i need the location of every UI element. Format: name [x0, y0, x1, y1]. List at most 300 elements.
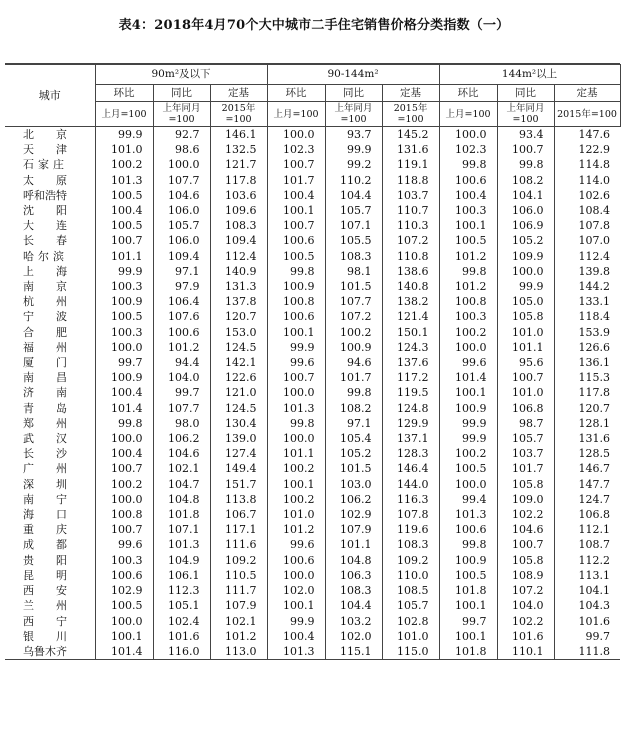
index-value: 131.6: [382, 142, 439, 157]
index-value: 127.4: [210, 446, 267, 461]
sub-header-row: [5, 85, 620, 102]
index-value: 100.5: [267, 249, 325, 264]
index-value: 110.7: [382, 203, 439, 218]
table-row: [5, 537, 620, 552]
index-value: 106.2: [153, 431, 210, 446]
price-index-table: [5, 64, 621, 660]
index-value: 100.5: [439, 568, 497, 583]
city-name: 南京: [23, 280, 89, 294]
index-value: 100.3: [95, 553, 153, 568]
index-value: 112.2: [554, 553, 620, 568]
index-value: 100.5: [439, 461, 497, 476]
index-value: 99.8: [439, 537, 497, 552]
index-value: 99.9: [95, 127, 153, 143]
index-value: 107.7: [153, 173, 210, 188]
index-value: 108.2: [497, 173, 554, 188]
index-value: 100.1: [95, 629, 153, 644]
index-value: 146.4: [382, 461, 439, 476]
city-name: 广州: [23, 462, 89, 476]
index-value: 100.9: [95, 370, 153, 385]
index-value: 119.6: [382, 522, 439, 537]
index-value: 116.3: [382, 492, 439, 507]
index-value: 107.2: [382, 233, 439, 248]
index-value: 101.0: [497, 325, 554, 340]
city-name: 呼和浩特: [23, 188, 67, 202]
index-value: 99.8: [497, 157, 554, 172]
index-value: 101.4: [95, 644, 153, 660]
index-value: 115.0: [382, 644, 439, 660]
table-row: [5, 644, 620, 660]
group-header-mid: 90-144m²: [267, 65, 439, 85]
index-value: 110.1: [497, 644, 554, 660]
index-value: 100.2: [95, 157, 153, 172]
base-header-yoy: 上年同月=100: [497, 102, 554, 127]
table-row: [5, 553, 620, 568]
index-value: 107.6: [153, 309, 210, 324]
base-header-row: [5, 102, 620, 127]
index-value: 107.9: [210, 598, 267, 613]
index-value: 105.2: [497, 233, 554, 248]
index-value: 98.7: [497, 416, 554, 431]
index-value: 100.9: [267, 279, 325, 294]
index-value: 102.8: [382, 614, 439, 629]
index-value: 99.9: [439, 431, 497, 446]
index-value: 110.8: [382, 249, 439, 264]
index-value: 100.8: [439, 294, 497, 309]
index-value: 100.7: [95, 461, 153, 476]
group-header-small: 90m²及以下: [95, 65, 267, 85]
index-value: 107.9: [325, 522, 382, 537]
index-value: 102.4: [153, 614, 210, 629]
table-row: [5, 522, 620, 537]
index-value: 99.8: [439, 157, 497, 172]
index-value: 100.9: [439, 553, 497, 568]
index-value: 99.7: [554, 629, 620, 644]
index-value: 117.1: [210, 522, 267, 537]
index-value: 101.1: [497, 340, 554, 355]
index-value: 138.2: [382, 294, 439, 309]
table-row: [5, 173, 620, 188]
index-value: 111.6: [210, 537, 267, 552]
index-value: 115.3: [554, 370, 620, 385]
index-value: 124.5: [210, 401, 267, 416]
index-value: 139.8: [554, 264, 620, 279]
index-value: 100.0: [95, 431, 153, 446]
index-value: 106.8: [554, 507, 620, 522]
index-value: 105.0: [497, 294, 554, 309]
index-value: 106.1: [153, 568, 210, 583]
index-value: 149.4: [210, 461, 267, 476]
index-value: 111.7: [210, 583, 267, 598]
index-value: 106.0: [153, 233, 210, 248]
index-value: 109.4: [210, 233, 267, 248]
table-row: [5, 233, 620, 248]
index-value: 100.1: [439, 218, 497, 233]
index-value: 100.0: [267, 385, 325, 400]
index-value: 100.2: [439, 325, 497, 340]
sub-header-mom: 环比: [267, 85, 325, 102]
city-name: 银川: [23, 629, 89, 643]
sub-header-fixed: 定基: [210, 85, 267, 102]
index-value: 93.7: [325, 127, 382, 143]
table-row: [5, 629, 620, 644]
index-value: 101.6: [153, 629, 210, 644]
index-value: 147.7: [554, 477, 620, 492]
index-value: 95.6: [497, 355, 554, 370]
index-value: 100.1: [439, 385, 497, 400]
index-value: 100.6: [95, 568, 153, 583]
index-value: 113.0: [210, 644, 267, 660]
city-name: 兰州: [23, 599, 89, 613]
index-value: 106.8: [497, 401, 554, 416]
index-value: 128.5: [554, 446, 620, 461]
index-value: 101.2: [267, 522, 325, 537]
table-row: [5, 157, 620, 172]
index-value: 110.3: [382, 218, 439, 233]
index-value: 150.1: [382, 325, 439, 340]
index-value: 98.6: [153, 142, 210, 157]
index-value: 104.6: [497, 522, 554, 537]
index-value: 104.0: [497, 598, 554, 613]
index-value: 146.7: [554, 461, 620, 476]
index-value: 100.1: [267, 477, 325, 492]
index-value: 102.3: [267, 142, 325, 157]
table-row: [5, 309, 620, 324]
index-value: 100.0: [439, 127, 497, 143]
index-value: 101.2: [439, 279, 497, 294]
index-value: 109.2: [382, 553, 439, 568]
index-value: 101.4: [95, 401, 153, 416]
index-value: 147.6: [554, 127, 620, 143]
index-value: 100.6: [267, 553, 325, 568]
city-name: 长沙: [23, 447, 89, 461]
index-value: 124.5: [210, 340, 267, 355]
index-value: 120.7: [554, 401, 620, 416]
index-value: 140.8: [382, 279, 439, 294]
city-name: 重庆: [23, 523, 89, 537]
index-value: 100.7: [95, 233, 153, 248]
city-name: 太原: [23, 173, 89, 187]
index-value: 121.7: [210, 157, 267, 172]
city-name: 南宁: [23, 492, 89, 506]
city-name: 石家庄: [23, 158, 68, 172]
index-value: 105.7: [382, 598, 439, 613]
sub-header-mom: 环比: [439, 85, 497, 102]
index-value: 104.0: [153, 370, 210, 385]
base-header-mom: 上月=100: [95, 102, 153, 127]
index-value: 107.8: [554, 218, 620, 233]
index-value: 101.2: [153, 340, 210, 355]
index-value: 138.6: [382, 264, 439, 279]
index-value: 101.6: [497, 629, 554, 644]
index-value: 100.3: [439, 309, 497, 324]
table-row: [5, 355, 620, 370]
index-value: 104.6: [153, 446, 210, 461]
index-value: 102.0: [325, 629, 382, 644]
index-value: 106.9: [497, 218, 554, 233]
index-value: 128.3: [382, 446, 439, 461]
index-value: 117.8: [554, 385, 620, 400]
index-value: 101.5: [325, 461, 382, 476]
index-value: 98.1: [325, 264, 382, 279]
index-value: 100.1: [267, 203, 325, 218]
index-value: 105.4: [325, 431, 382, 446]
sub-header-fixed: 定基: [382, 85, 439, 102]
index-value: 100.2: [439, 446, 497, 461]
index-value: 130.4: [210, 416, 267, 431]
index-value: 107.0: [554, 233, 620, 248]
index-value: 99.9: [267, 340, 325, 355]
index-value: 104.3: [554, 598, 620, 613]
index-value: 108.2: [325, 401, 382, 416]
index-value: 100.9: [325, 340, 382, 355]
index-value: 120.7: [210, 309, 267, 324]
index-value: 104.1: [497, 188, 554, 203]
index-value: 105.8: [497, 553, 554, 568]
index-value: 107.7: [153, 401, 210, 416]
index-value: 107.1: [153, 522, 210, 537]
index-value: 117.8: [210, 173, 267, 188]
index-value: 104.8: [153, 492, 210, 507]
index-value: 100.4: [95, 446, 153, 461]
index-value: 146.1: [210, 127, 267, 143]
index-value: 112.1: [554, 522, 620, 537]
index-value: 104.9: [153, 553, 210, 568]
index-value: 105.2: [325, 446, 382, 461]
index-value: 109.0: [497, 492, 554, 507]
city-name: 福州: [23, 340, 89, 354]
index-value: 101.5: [325, 279, 382, 294]
city-name: 长春: [23, 234, 89, 248]
index-value: 105.5: [325, 233, 382, 248]
index-value: 99.8: [267, 416, 325, 431]
index-value: 100.4: [267, 188, 325, 203]
city-name: 西安: [23, 584, 89, 598]
index-value: 100.5: [95, 188, 153, 203]
index-value: 92.7: [153, 127, 210, 143]
city-name: 青岛: [23, 401, 89, 415]
index-value: 102.2: [497, 614, 554, 629]
table-body: [5, 127, 620, 660]
sub-header-mom: 环比: [95, 85, 153, 102]
index-value: 110.0: [382, 568, 439, 583]
index-value: 100.0: [153, 157, 210, 172]
table-row: [5, 614, 620, 629]
index-value: 103.6: [210, 188, 267, 203]
index-value: 112.4: [554, 249, 620, 264]
city-name: 武汉: [23, 432, 89, 446]
index-value: 121.4: [382, 309, 439, 324]
index-value: 100.4: [267, 629, 325, 644]
index-value: 137.6: [382, 355, 439, 370]
index-value: 105.1: [153, 598, 210, 613]
table-row: [5, 218, 620, 233]
table-row: [5, 446, 620, 461]
city-name: 乌鲁木齐: [5, 644, 95, 660]
index-value: 100.0: [439, 340, 497, 355]
index-value: 105.7: [497, 431, 554, 446]
table-header: [5, 65, 620, 127]
index-value: 100.0: [267, 431, 325, 446]
index-value: 100.6: [439, 522, 497, 537]
index-value: 102.6: [554, 188, 620, 203]
index-value: 101.7: [325, 370, 382, 385]
index-value: 105.7: [325, 203, 382, 218]
city-name: 西宁: [23, 614, 89, 628]
index-value: 102.0: [267, 583, 325, 598]
city-name: 成都: [23, 538, 89, 552]
base-header-yoy: 上年同月=100: [325, 102, 382, 127]
index-value: 94.4: [153, 355, 210, 370]
index-value: 101.7: [497, 461, 554, 476]
index-value: 104.4: [325, 188, 382, 203]
index-value: 109.9: [497, 249, 554, 264]
index-value: 100.2: [267, 492, 325, 507]
index-value: 106.0: [497, 203, 554, 218]
index-value: 101.8: [153, 507, 210, 522]
index-value: 103.0: [325, 477, 382, 492]
index-value: 110.5: [210, 568, 267, 583]
base-header-mom: 上月=100: [439, 102, 497, 127]
index-value: 99.8: [325, 385, 382, 400]
table-row: [5, 598, 620, 613]
table-title: 表4：2018年4月70个大中城市二手住宅销售价格分类指数（一）: [118, 18, 510, 33]
index-value: 115.1: [325, 644, 382, 660]
table-row: [5, 401, 620, 416]
index-value: 107.7: [325, 294, 382, 309]
table-row: [5, 325, 620, 340]
index-value: 101.7: [267, 173, 325, 188]
index-value: 110.2: [325, 173, 382, 188]
index-value: 100.0: [267, 568, 325, 583]
sub-header-yoy: 同比: [325, 85, 382, 102]
index-value: 102.2: [497, 507, 554, 522]
index-value: 109.4: [153, 249, 210, 264]
table-row: [5, 492, 620, 507]
index-value: 142.1: [210, 355, 267, 370]
index-value: 108.5: [382, 583, 439, 598]
city-name: 天津: [23, 143, 89, 157]
index-value: 106.7: [210, 507, 267, 522]
index-value: 144.2: [554, 279, 620, 294]
table-row: [5, 264, 620, 279]
index-value: 100.0: [267, 127, 325, 143]
index-value: 124.8: [382, 401, 439, 416]
city-name: 北京: [23, 128, 89, 141]
index-value: 101.2: [210, 629, 267, 644]
table-row: [5, 279, 620, 294]
index-value: 101.1: [267, 446, 325, 461]
index-value: 106.3: [325, 568, 382, 583]
index-value: 107.2: [325, 309, 382, 324]
index-value: 100.1: [439, 598, 497, 613]
index-value: 100.6: [153, 325, 210, 340]
index-value: 136.1: [554, 355, 620, 370]
index-value: 102.9: [95, 583, 153, 598]
index-value: 100.6: [267, 309, 325, 324]
index-value: 108.3: [210, 218, 267, 233]
index-value: 101.0: [95, 142, 153, 157]
index-value: 101.8: [439, 583, 497, 598]
table-row: [5, 340, 620, 355]
table-row: [5, 461, 620, 476]
index-value: 100.2: [325, 325, 382, 340]
table-row: [5, 249, 620, 264]
index-value: 100.5: [95, 309, 153, 324]
index-value: 121.0: [210, 385, 267, 400]
index-value: 112.4: [210, 249, 267, 264]
index-value: 100.7: [95, 522, 153, 537]
index-value: 101.4: [439, 370, 497, 385]
index-value: 99.9: [325, 142, 382, 157]
index-value: 111.8: [554, 644, 620, 660]
city-name: 上海: [23, 264, 89, 278]
index-value: 145.2: [382, 127, 439, 143]
sub-header-yoy: 同比: [497, 85, 554, 102]
index-value: 100.5: [95, 218, 153, 233]
city-name: 合肥: [23, 325, 89, 339]
city-name: 宁波: [23, 310, 89, 324]
index-value: 99.2: [325, 157, 382, 172]
index-value: 101.8: [439, 644, 497, 660]
index-value: 101.3: [267, 644, 325, 660]
table-row: [5, 370, 620, 385]
city-name: 昆明: [23, 568, 89, 582]
index-value: 101.3: [439, 507, 497, 522]
city-name: 沈阳: [23, 204, 89, 218]
index-value: 99.6: [95, 537, 153, 552]
index-value: 101.3: [95, 173, 153, 188]
index-value: 99.6: [267, 537, 325, 552]
index-value: 100.7: [497, 370, 554, 385]
index-value: 128.1: [554, 416, 620, 431]
index-value: 108.7: [554, 537, 620, 552]
index-value: 100.7: [497, 142, 554, 157]
city-name: 济南: [23, 386, 89, 400]
index-value: 100.0: [497, 264, 554, 279]
index-value: 99.7: [439, 614, 497, 629]
city-name: 深圳: [23, 477, 89, 491]
index-value: 99.7: [153, 385, 210, 400]
index-value: 132.5: [210, 142, 267, 157]
index-value: 99.6: [439, 355, 497, 370]
index-value: 105.8: [497, 309, 554, 324]
index-value: 100.5: [95, 598, 153, 613]
index-value: 100.0: [95, 614, 153, 629]
index-value: 139.0: [210, 431, 267, 446]
index-value: 104.8: [325, 553, 382, 568]
index-value: 100.4: [95, 385, 153, 400]
index-value: 99.8: [439, 264, 497, 279]
index-value: 105.8: [497, 477, 554, 492]
index-value: 106.4: [153, 294, 210, 309]
table-row: [5, 127, 620, 143]
index-value: 109.2: [210, 553, 267, 568]
index-value: 113.1: [554, 568, 620, 583]
index-value: 99.4: [439, 492, 497, 507]
table-row: [5, 568, 620, 583]
index-value: 108.3: [325, 249, 382, 264]
index-value: 116.0: [153, 644, 210, 660]
index-value: 102.1: [210, 614, 267, 629]
index-value: 109.6: [210, 203, 267, 218]
city-name: 郑州: [23, 416, 89, 430]
index-value: 118.8: [382, 173, 439, 188]
index-value: 99.9: [497, 279, 554, 294]
index-value: 100.2: [95, 477, 153, 492]
index-value: 108.3: [382, 537, 439, 552]
base-header-fixed: 2015年=100: [210, 102, 267, 127]
